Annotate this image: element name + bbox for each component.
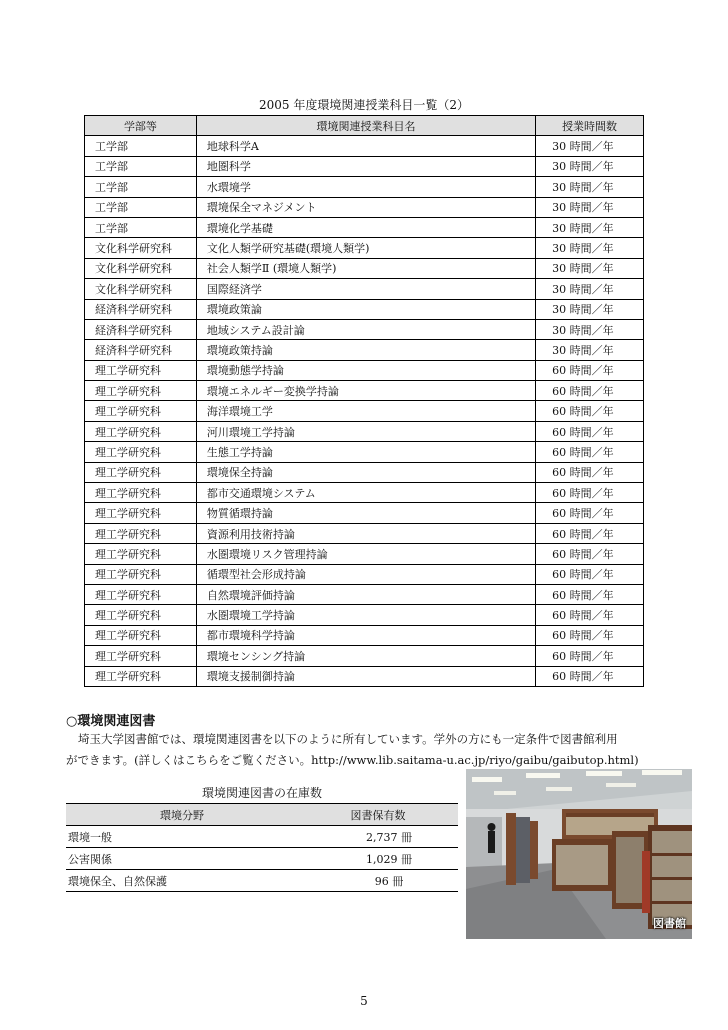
cell-course-name: 河川環境工学持論 bbox=[196, 421, 535, 441]
cell-hours: 30 時間／年 bbox=[536, 197, 644, 217]
cell-course-name: 環境保全マネジメント bbox=[196, 197, 535, 217]
cell-course-name: 海洋環境工学 bbox=[196, 401, 535, 421]
cell-hours: 60 時間／年 bbox=[536, 544, 644, 564]
cell-course-name: 環境センシング持論 bbox=[196, 646, 535, 666]
cell-course-name: 水圏環境工学持論 bbox=[196, 605, 535, 625]
cell-book-count: 96 冊 bbox=[298, 870, 458, 892]
book-table-header-row bbox=[66, 804, 458, 826]
course-table-title: 2005 年度環境関連授業科目一覧（2） bbox=[259, 98, 469, 112]
table-row bbox=[85, 136, 644, 156]
cell-course-name: 循環型社会形成持論 bbox=[196, 564, 535, 584]
cell-course-name: 物質循環持論 bbox=[196, 503, 535, 523]
cell-course-name: 環境政策論 bbox=[196, 299, 535, 319]
cell-hours: 30 時間／年 bbox=[536, 258, 644, 278]
cell-course-name: 環境支援制御持論 bbox=[196, 666, 535, 686]
cell-hours: 30 時間／年 bbox=[536, 299, 644, 319]
cell-faculty: 文化科学研究科 bbox=[85, 279, 197, 299]
table-row bbox=[85, 421, 644, 441]
cell-hours: 30 時間／年 bbox=[536, 156, 644, 176]
column-header-book-count: 図書保有数 bbox=[298, 804, 458, 826]
cell-hours: 30 時間／年 bbox=[536, 177, 644, 197]
cell-course-name: 都市交通環境システム bbox=[196, 483, 535, 503]
cell-faculty: 理工学研究科 bbox=[85, 401, 197, 421]
cell-course-name: 環境保全持論 bbox=[196, 462, 535, 482]
cell-faculty: 工学部 bbox=[85, 177, 197, 197]
cell-faculty: 理工学研究科 bbox=[85, 442, 197, 462]
cell-hours: 60 時間／年 bbox=[536, 564, 644, 584]
column-header-faculty: 学部等 bbox=[85, 116, 197, 136]
cell-faculty: 理工学研究科 bbox=[85, 462, 197, 482]
cell-course-name: 水環境学 bbox=[196, 177, 535, 197]
cell-faculty: 理工学研究科 bbox=[85, 666, 197, 686]
course-table-body bbox=[85, 136, 644, 687]
book-table bbox=[66, 803, 458, 892]
cell-faculty: 経済科学研究科 bbox=[85, 319, 197, 339]
cell-course-name: 地球科学A bbox=[196, 136, 535, 156]
cell-faculty: 理工学研究科 bbox=[85, 564, 197, 584]
cell-faculty: 理工学研究科 bbox=[85, 584, 197, 604]
cell-faculty: 工学部 bbox=[85, 136, 197, 156]
cell-hours: 60 時間／年 bbox=[536, 625, 644, 645]
table-row bbox=[85, 584, 644, 604]
cell-course-name: 文化人類学研究基礎(環境人類学) bbox=[196, 238, 535, 258]
cell-faculty: 理工学研究科 bbox=[85, 381, 197, 401]
library-photo-illustration bbox=[466, 769, 692, 939]
table-row bbox=[85, 156, 644, 176]
cell-course-name: 社会人類学Ⅱ (環境人類学) bbox=[196, 258, 535, 278]
cell-hours: 30 時間／年 bbox=[536, 319, 644, 339]
column-header-field: 環境分野 bbox=[66, 804, 298, 826]
table-row bbox=[85, 217, 644, 237]
cell-faculty: 工学部 bbox=[85, 217, 197, 237]
cell-hours: 60 時間／年 bbox=[536, 646, 644, 666]
cell-faculty: 工学部 bbox=[85, 197, 197, 217]
column-header-hours: 授業時間数 bbox=[536, 116, 644, 136]
cell-hours: 30 時間／年 bbox=[536, 340, 644, 360]
cell-hours: 30 時間／年 bbox=[536, 238, 644, 258]
photo-caption: 図書館 bbox=[653, 917, 686, 930]
library-paragraph bbox=[66, 729, 666, 771]
table-row bbox=[85, 177, 644, 197]
table-row bbox=[85, 299, 644, 319]
table-row bbox=[66, 826, 458, 848]
cell-hours: 60 時間／年 bbox=[536, 483, 644, 503]
cell-field: 公害関係 bbox=[66, 848, 298, 870]
table-row bbox=[85, 279, 644, 299]
cell-course-name: 地域システム設計論 bbox=[196, 319, 535, 339]
cell-faculty: 文化科学研究科 bbox=[85, 238, 197, 258]
course-table bbox=[84, 115, 644, 687]
cell-hours: 30 時間／年 bbox=[536, 136, 644, 156]
cell-faculty: 理工学研究科 bbox=[85, 625, 197, 645]
cell-field: 環境保全、自然保護 bbox=[66, 870, 298, 892]
cell-course-name: 生態工学持論 bbox=[196, 442, 535, 462]
cell-faculty: 理工学研究科 bbox=[85, 544, 197, 564]
table-row bbox=[85, 360, 644, 380]
course-table-header-row bbox=[85, 116, 644, 136]
cell-hours: 60 時間／年 bbox=[536, 462, 644, 482]
table-row bbox=[85, 462, 644, 482]
table-row bbox=[85, 605, 644, 625]
cell-course-name: 都市環境科学持論 bbox=[196, 625, 535, 645]
cell-faculty: 理工学研究科 bbox=[85, 360, 197, 380]
table-row bbox=[85, 340, 644, 360]
cell-hours: 30 時間／年 bbox=[536, 217, 644, 237]
cell-hours: 60 時間／年 bbox=[536, 605, 644, 625]
cell-hours: 60 時間／年 bbox=[536, 523, 644, 543]
table-row bbox=[66, 870, 458, 892]
cell-course-name: 国際経済学 bbox=[196, 279, 535, 299]
table-row bbox=[85, 503, 644, 523]
table-row bbox=[85, 238, 644, 258]
book-table-body bbox=[66, 826, 458, 892]
cell-hours: 60 時間／年 bbox=[536, 584, 644, 604]
section-heading: ○環境関連図書 bbox=[66, 714, 156, 729]
cell-course-name: 自然環境評価持論 bbox=[196, 584, 535, 604]
table-row bbox=[66, 848, 458, 870]
cell-faculty: 工学部 bbox=[85, 156, 197, 176]
paragraph-line-1: 埼玉大学図書館では、環境関連図書を以下のように所有しています。学外の方にも一定条件で図書館利用 bbox=[78, 732, 618, 746]
table-row bbox=[85, 381, 644, 401]
cell-hours: 60 時間／年 bbox=[536, 381, 644, 401]
cell-course-name: 環境動態学持論 bbox=[196, 360, 535, 380]
cell-faculty: 理工学研究科 bbox=[85, 605, 197, 625]
cell-hours: 60 時間／年 bbox=[536, 360, 644, 380]
cell-course-name: 環境政策持論 bbox=[196, 340, 535, 360]
table-row bbox=[85, 319, 644, 339]
cell-field: 環境一般 bbox=[66, 826, 298, 848]
paragraph-line-2: ができます。(詳しくはこちらをご覧ください。http://www.lib.saitama-u.ac.jp/riyo/gaibu/gaibutop.html) bbox=[66, 753, 639, 767]
table-row bbox=[85, 483, 644, 503]
cell-hours: 60 時間／年 bbox=[536, 666, 644, 686]
cell-hours: 60 時間／年 bbox=[536, 442, 644, 462]
library-photo bbox=[466, 769, 692, 939]
cell-course-name: 資源利用技術持論 bbox=[196, 523, 535, 543]
cell-book-count: 2,737 冊 bbox=[298, 826, 458, 848]
table-row bbox=[85, 625, 644, 645]
cell-faculty: 理工学研究科 bbox=[85, 503, 197, 523]
cell-course-name: 水圏環境リスク管理持論 bbox=[196, 544, 535, 564]
cell-faculty: 理工学研究科 bbox=[85, 483, 197, 503]
page-number: 5 bbox=[360, 994, 368, 1008]
table-row bbox=[85, 544, 644, 564]
table-row bbox=[85, 401, 644, 421]
cell-faculty: 経済科学研究科 bbox=[85, 299, 197, 319]
table-row bbox=[85, 442, 644, 462]
table-row bbox=[85, 258, 644, 278]
cell-faculty: 経済科学研究科 bbox=[85, 340, 197, 360]
cell-hours: 60 時間／年 bbox=[536, 503, 644, 523]
cell-book-count: 1,029 冊 bbox=[298, 848, 458, 870]
table-row bbox=[85, 564, 644, 584]
cell-hours: 60 時間／年 bbox=[536, 401, 644, 421]
cell-faculty: 理工学研究科 bbox=[85, 421, 197, 441]
cell-faculty: 理工学研究科 bbox=[85, 523, 197, 543]
table-row bbox=[85, 197, 644, 217]
cell-faculty: 文化科学研究科 bbox=[85, 258, 197, 278]
cell-faculty: 理工学研究科 bbox=[85, 646, 197, 666]
table-row bbox=[85, 646, 644, 666]
cell-course-name: 環境エネルギー変換学持論 bbox=[196, 381, 535, 401]
cell-hours: 60 時間／年 bbox=[536, 421, 644, 441]
cell-course-name: 環境化学基礎 bbox=[196, 217, 535, 237]
table-row bbox=[85, 523, 644, 543]
table-row bbox=[85, 666, 644, 686]
column-header-course-name: 環境関連授業科目名 bbox=[196, 116, 535, 136]
book-table-title: 環境関連図書の在庫数 bbox=[201, 786, 322, 800]
cell-course-name: 地圏科学 bbox=[196, 156, 535, 176]
cell-hours: 30 時間／年 bbox=[536, 279, 644, 299]
